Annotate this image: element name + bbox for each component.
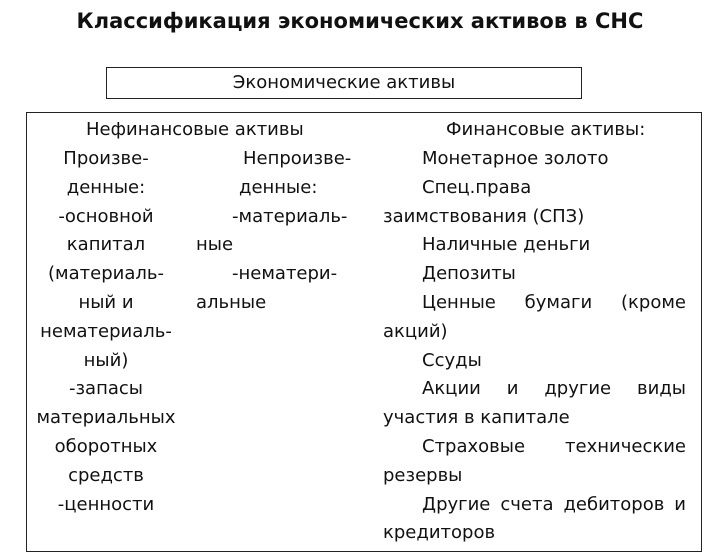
financial-line: Спец.права [422,176,532,198]
produced-line: нематериаль- [40,320,172,342]
financial-line: акций) [383,320,448,342]
financial-line: заимствования (СПЗ) [383,205,585,227]
produced-line: -основной [58,205,154,227]
diagram-title: Классификация экономических активов в СНС [76,9,644,33]
produced-line: капитал [66,234,146,256]
financial-line: Ценные бумаги (кроме [422,292,686,313]
nonproduced-line: альные [196,292,267,313]
produced-line: оборотных [54,436,158,457]
produced-line: Произве- [63,148,149,169]
financial-line: Другие счета дебиторов и [422,493,686,515]
produced-line: ный) [83,349,129,371]
financial-line: Страховые технические [422,436,686,457]
financial-line: Ссуды [422,349,482,371]
produced-line: -запасы [68,378,143,400]
nonproduced-line: ные [196,234,234,256]
economic-assets-label: Экономические активы [232,72,456,93]
produced-line: материальных [36,407,176,429]
produced-line: (материаль- [48,263,164,285]
nonproduced-line: -нематери- [232,263,338,285]
nonproduced-line: денные: [239,176,318,198]
financial-line: кредиторов [383,522,496,544]
financial-line: резервы [383,464,463,486]
financial-line: участия в капитале [383,407,570,429]
nonfinancial-header: Нефинансовые активы [86,119,304,140]
nonproduced-line: -материаль- [232,205,348,227]
produced-line: ный и [78,292,134,313]
financial-line: Монетарное золото [422,148,609,169]
financial-line: Наличные деньги [422,234,591,256]
nonproduced-line: Непроизве- [243,148,352,169]
financial-line: Акции и другие виды [422,378,686,400]
produced-line: денные: [66,176,146,198]
produced-line: средств [68,464,144,486]
produced-line: -ценности [57,493,155,515]
financial-line: Депозиты [422,263,516,285]
economic-assets-box [106,67,582,99]
financial-header: Финансовые активы: [446,119,646,140]
